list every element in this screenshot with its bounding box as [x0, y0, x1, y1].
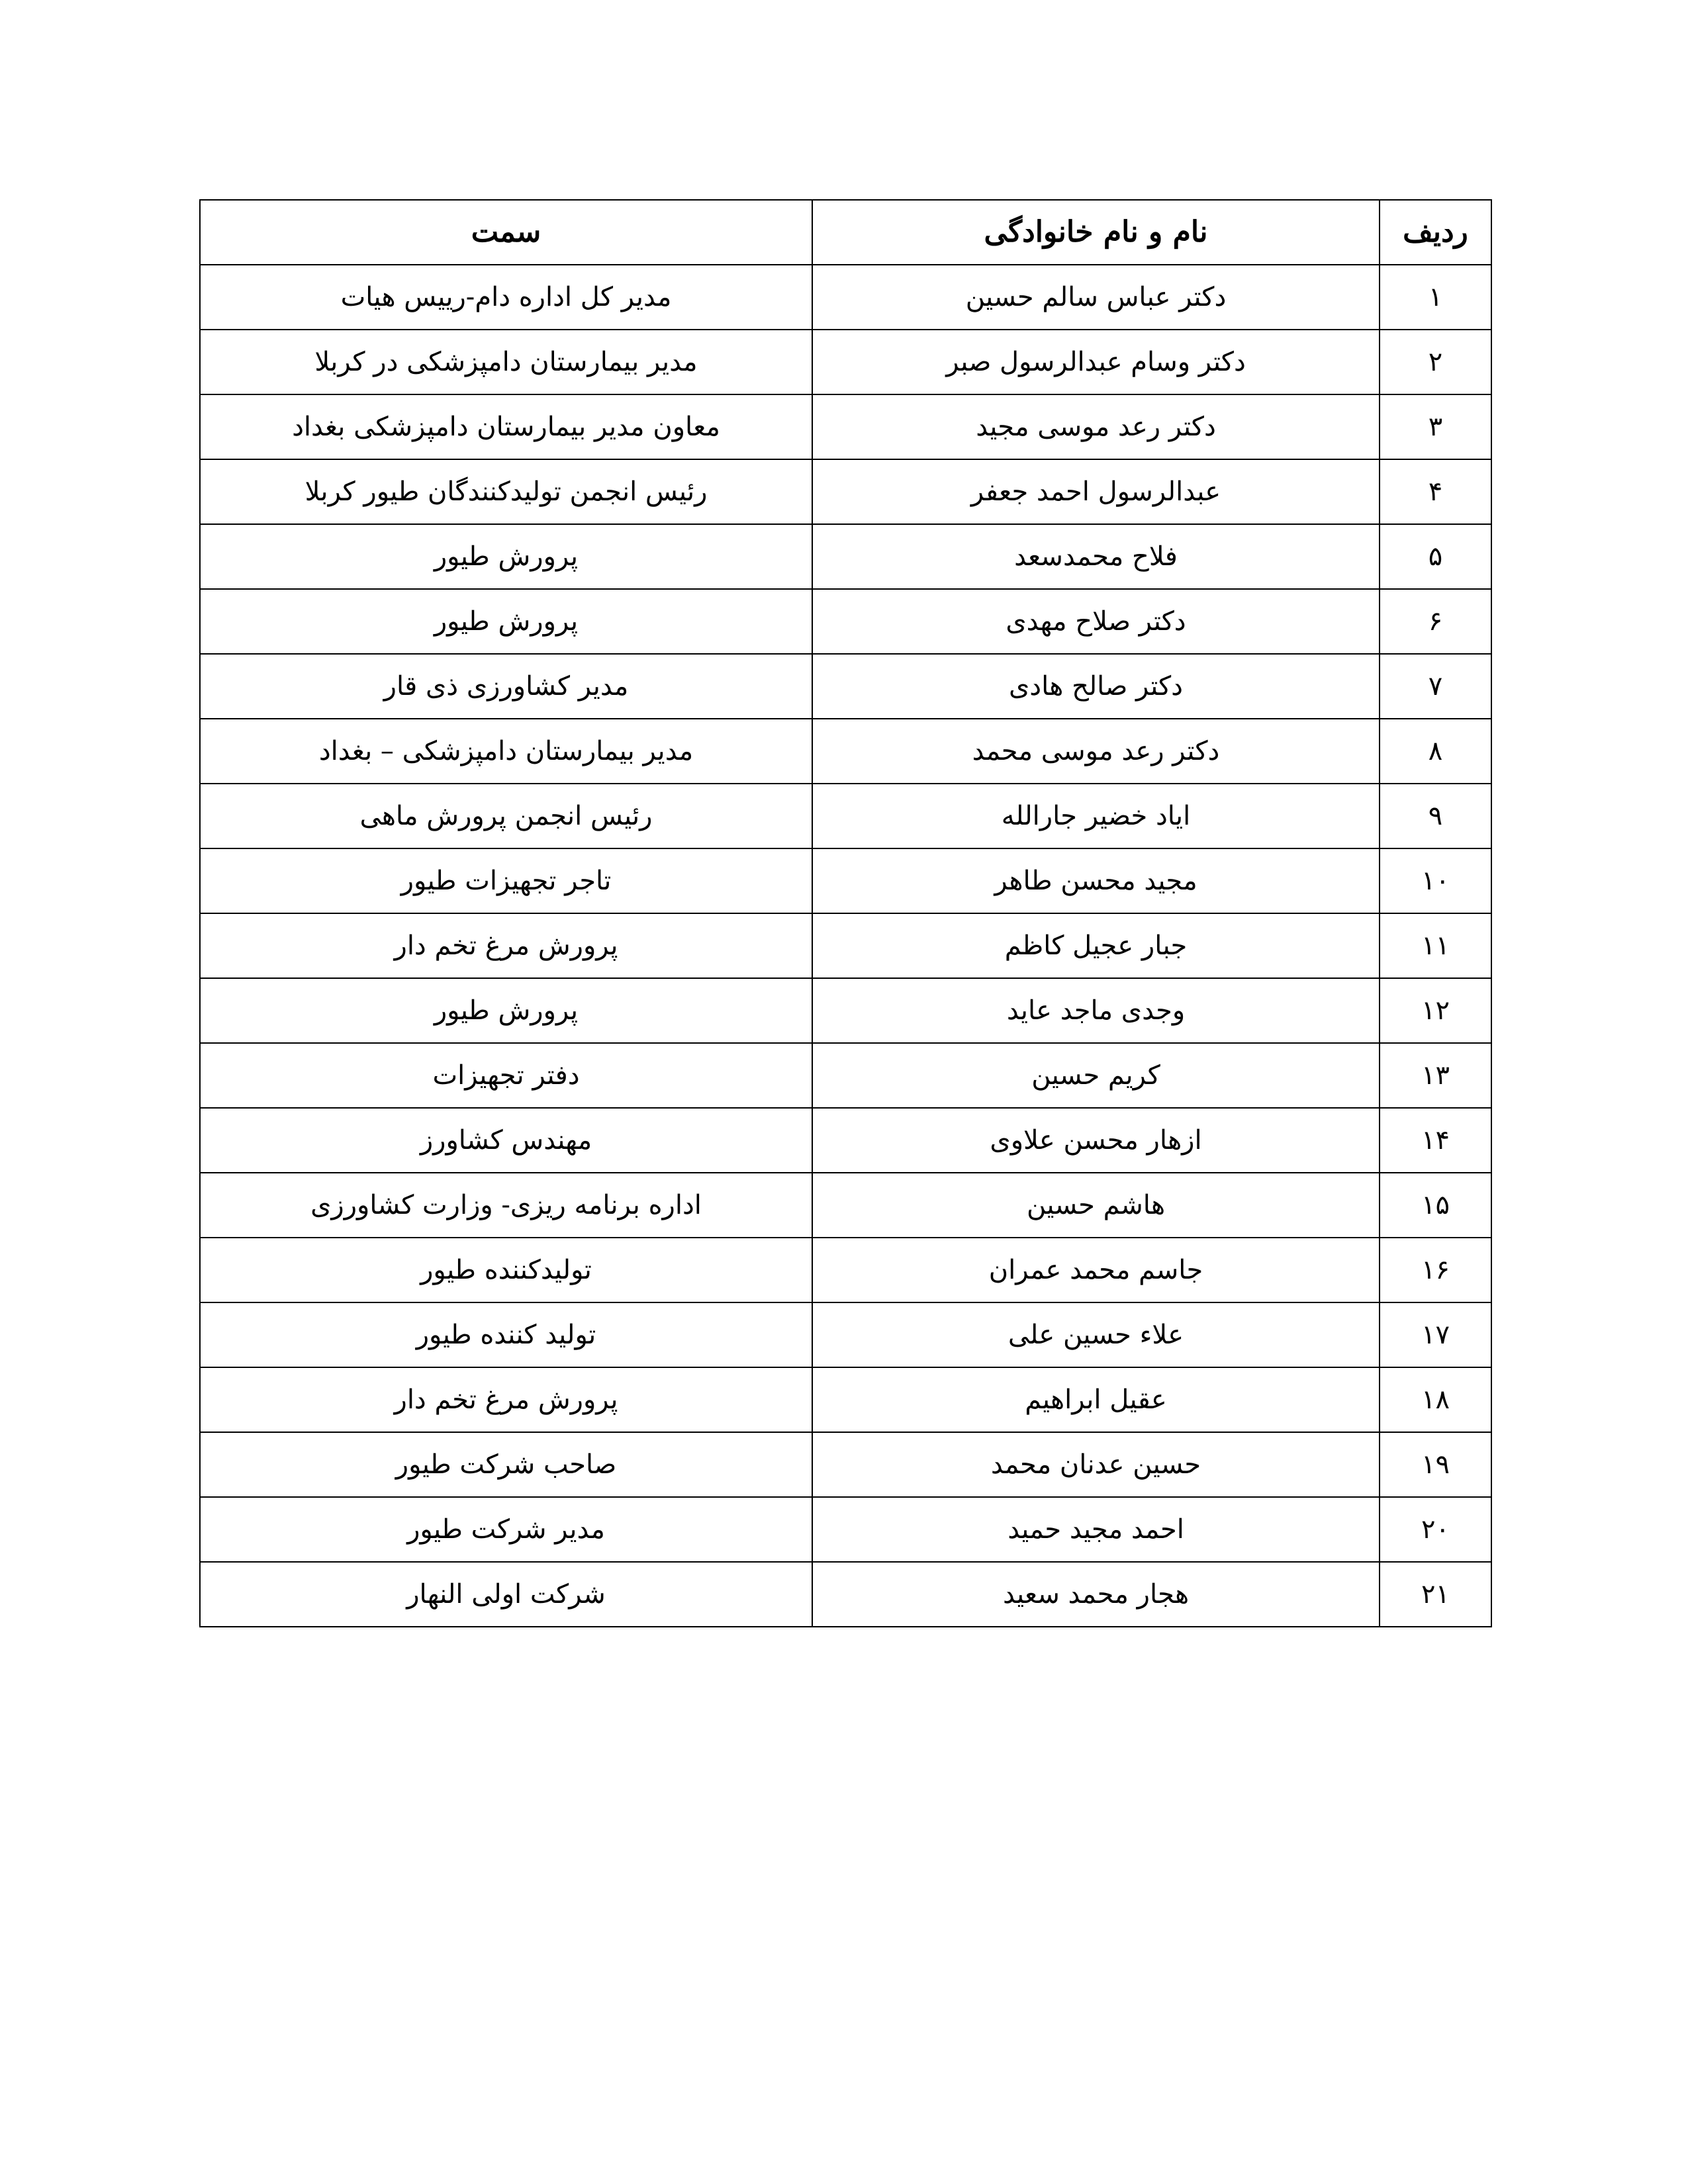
- name-cell: جبار عجیل کاظم: [812, 913, 1380, 978]
- row-number-cell: ۱۲: [1380, 978, 1491, 1043]
- position-cell: شرکت اولی النهار: [200, 1562, 812, 1627]
- table-row: [200, 524, 1491, 589]
- name-cell: عقیل ابراهیم: [812, 1367, 1380, 1432]
- name-cell: علاء حسین علی: [812, 1302, 1380, 1367]
- name-cell: دکتر وسام عبدالرسول صبر: [812, 330, 1380, 394]
- row-number-cell: ۵: [1380, 524, 1491, 589]
- participants-table: [199, 199, 1492, 1627]
- table-row: [200, 978, 1491, 1043]
- position-cell: دفتر تجهیزات: [200, 1043, 812, 1108]
- table-row: [200, 1302, 1491, 1367]
- name-cell: مجید محسن طاهر: [812, 848, 1380, 913]
- name-cell: دکتر عباس سالم حسین: [812, 265, 1380, 330]
- position-cell: مدیر بیمارستان دامپزشکی – بغداد: [200, 719, 812, 784]
- header-position: سمت: [200, 200, 812, 265]
- name-cell: کریم حسین: [812, 1043, 1380, 1108]
- position-cell: صاحب شرکت طیور: [200, 1432, 812, 1497]
- table-row: [200, 330, 1491, 394]
- position-cell: مدیر کل اداره دام-رییس هیات: [200, 265, 812, 330]
- row-number-cell: ۷: [1380, 654, 1491, 719]
- row-number-cell: ۱۴: [1380, 1108, 1491, 1173]
- table-row: [200, 1367, 1491, 1432]
- table-row: [200, 459, 1491, 524]
- row-number-cell: ۱۵: [1380, 1173, 1491, 1238]
- row-number-cell: ۲: [1380, 330, 1491, 394]
- table-row: [200, 1562, 1491, 1627]
- row-number-cell: ۱۸: [1380, 1367, 1491, 1432]
- header-row-number: ردیف: [1380, 200, 1491, 265]
- row-number-cell: ۱: [1380, 265, 1491, 330]
- table-row: [200, 265, 1491, 330]
- position-cell: تاجر تجهیزات طیور: [200, 848, 812, 913]
- table-row: [200, 1432, 1491, 1497]
- position-cell: رئیس انجمن تولیدکنندگان طیور کربلا: [200, 459, 812, 524]
- position-cell: پرورش مرغ تخم دار: [200, 1367, 812, 1432]
- row-number-cell: ۱۶: [1380, 1238, 1491, 1302]
- header-name: نام و نام خانوادگی: [812, 200, 1380, 265]
- table-row: [200, 913, 1491, 978]
- position-cell: مهندس کشاورز: [200, 1108, 812, 1173]
- position-cell: پرورش مرغ تخم دار: [200, 913, 812, 978]
- row-number-cell: ۳: [1380, 394, 1491, 459]
- name-cell: هجار محمد سعید: [812, 1562, 1380, 1627]
- table-row: [200, 1108, 1491, 1173]
- table-row: [200, 784, 1491, 848]
- name-cell: دکتر صلاح مهدی: [812, 589, 1380, 654]
- position-cell: رئیس انجمن پرورش ماهی: [200, 784, 812, 848]
- table-row: [200, 589, 1491, 654]
- name-cell: فلاح محمدسعد: [812, 524, 1380, 589]
- position-cell: پرورش طیور: [200, 978, 812, 1043]
- name-cell: هاشم حسین: [812, 1173, 1380, 1238]
- table-header: [200, 200, 1491, 265]
- row-number-cell: ۱۳: [1380, 1043, 1491, 1108]
- position-cell: مدیر بیمارستان دامپزشکی در کربلا: [200, 330, 812, 394]
- table-body: [200, 265, 1491, 1627]
- row-number-cell: ۹: [1380, 784, 1491, 848]
- name-cell: حسین عدنان محمد: [812, 1432, 1380, 1497]
- position-cell: تولیدکننده طیور: [200, 1238, 812, 1302]
- name-cell: احمد مجید حمید: [812, 1497, 1380, 1562]
- name-cell: عبدالرسول احمد جعفر: [812, 459, 1380, 524]
- row-number-cell: ۸: [1380, 719, 1491, 784]
- table-row: [200, 654, 1491, 719]
- table-row: [200, 719, 1491, 784]
- table-row: [200, 1238, 1491, 1302]
- name-cell: ایاد خضیر جارالله: [812, 784, 1380, 848]
- name-cell: دکتر رعد موسی مجید: [812, 394, 1380, 459]
- row-number-cell: ۲۱: [1380, 1562, 1491, 1627]
- name-cell: دکتر رعد موسی محمد: [812, 719, 1380, 784]
- header-row: [200, 200, 1491, 265]
- row-number-cell: ۶: [1380, 589, 1491, 654]
- name-cell: وجدی ماجد عاید: [812, 978, 1380, 1043]
- row-number-cell: ۱۹: [1380, 1432, 1491, 1497]
- table-row: [200, 1173, 1491, 1238]
- table-row: [200, 394, 1491, 459]
- position-cell: اداره برنامه ریزی- وزارت کشاورزی: [200, 1173, 812, 1238]
- name-cell: دکتر صالح هادی: [812, 654, 1380, 719]
- position-cell: مدیر کشاورزی ذی قار: [200, 654, 812, 719]
- table-row: [200, 1497, 1491, 1562]
- position-cell: معاون مدیر بیمارستان دامپزشکی بغداد: [200, 394, 812, 459]
- row-number-cell: ۱۰: [1380, 848, 1491, 913]
- position-cell: پرورش طیور: [200, 589, 812, 654]
- table-row: [200, 848, 1491, 913]
- position-cell: مدیر شرکت طیور: [200, 1497, 812, 1562]
- row-number-cell: ۱۷: [1380, 1302, 1491, 1367]
- position-cell: تولید کننده طیور: [200, 1302, 812, 1367]
- name-cell: ازهار محسن علاوی: [812, 1108, 1380, 1173]
- row-number-cell: ۴: [1380, 459, 1491, 524]
- table-row: [200, 1043, 1491, 1108]
- position-cell: پرورش طیور: [200, 524, 812, 589]
- row-number-cell: ۱۱: [1380, 913, 1491, 978]
- row-number-cell: ۲۰: [1380, 1497, 1491, 1562]
- name-cell: جاسم محمد عمران: [812, 1238, 1380, 1302]
